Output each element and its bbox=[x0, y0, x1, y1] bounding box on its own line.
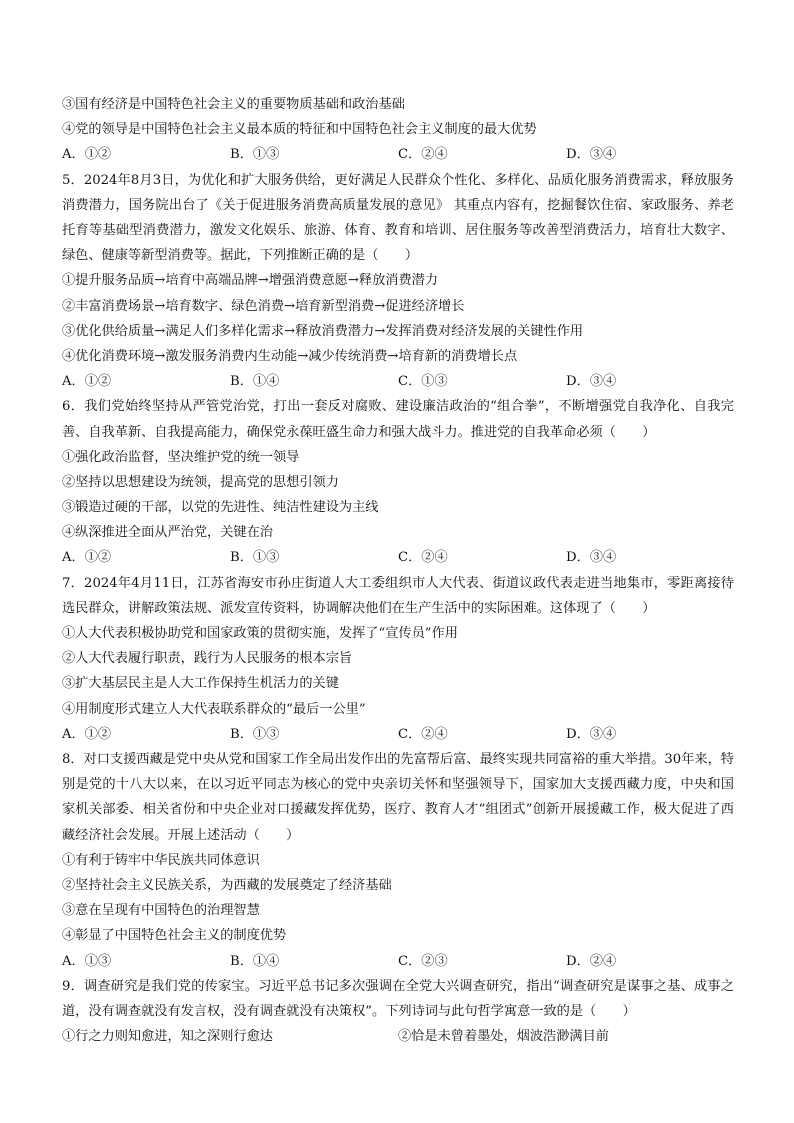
question-5 bbox=[62, 168, 734, 395]
q5-item-2: ②丰富消费场景→培育数字、绿色消费→培育新型消费→促进经济增长 bbox=[62, 298, 465, 314]
q6-item-4: ④纵深推进全面从严治党，关键在治 bbox=[62, 525, 273, 541]
q6-stem: 6．我们党始终坚持从严管党治党，打出一套反对腐败、建设廉洁政治的“组合拳”，不断增强党自我净化、自我完善、自我革新、自我提高能力，确保党永葆旺盛生命力和强大战斗力。推进党的自我革命必须（ ） bbox=[62, 399, 734, 440]
q5-option-d: D．③④ bbox=[566, 374, 617, 390]
q4-options bbox=[62, 142, 734, 167]
q4-option-c: C．②④ bbox=[398, 147, 448, 163]
q9-stem: 9．调查研究是我们党的传家宝。习近平总书记多次强调在全党大兴调查研究，指出“调查研究是谋事之基、成事之道，没有调查就没有发言权，没有调查就没有决策权”。下列诗词与此句哲学寓意一致的是（ ） bbox=[62, 978, 734, 1019]
q6-option-a: A．①② bbox=[62, 550, 112, 566]
question-6 bbox=[62, 394, 734, 570]
q7-item-1: ①人大代表积极协助党和国家政策的贯彻实施，发挥了“宣传员”作用 bbox=[62, 626, 458, 642]
q5-item-3: ③优化供给质量→满足人们多样化需求→释放消费潜力→发挥消费对经济发展的关键性作用 bbox=[62, 323, 584, 339]
q5-item-4: ④优化消费环境→激发服务消费内生动能→减少传统消费→培育新的消费增长点 bbox=[62, 348, 518, 364]
question-8 bbox=[62, 747, 734, 974]
q7-options bbox=[62, 722, 734, 747]
q5-option-b: B．①④ bbox=[230, 374, 280, 390]
q4-option-b: B．①③ bbox=[230, 147, 280, 163]
q8-option-a: A．①③ bbox=[62, 953, 112, 969]
q4-item-3: ③国有经济是中国特色社会主义的重要物质基础和政治基础 bbox=[62, 97, 405, 112]
q8-item-3: ③意在呈现有中国特色的治理智慧 bbox=[62, 903, 260, 919]
q8-option-c: C．②③ bbox=[398, 953, 448, 969]
q8-option-b: B．①④ bbox=[230, 953, 280, 969]
q7-option-c: C．②④ bbox=[398, 726, 448, 742]
q6-option-b: B．①③ bbox=[230, 550, 280, 566]
q5-stem: 5．2024年8月3日，为优化和扩大服务供给，更好满足人民群众个性化、多样化、品质化服务消费需求，释放服务消费潜力，国务院出台了《关于促进服务消费高质量发展的意见》 其重点内容有，挖掘餐饮住宿、家政服务、养老托育等基础型消费潜力，激发文化娱乐、旅游、体育、教育和培训、居住服务等改善型消费活力，培育壮大数字、绿色、健康等新型消费等。据此，下列推断正确的是（ ） bbox=[62, 172, 734, 264]
q4-option-d: D．③④ bbox=[566, 147, 617, 163]
q7-option-b: B．①③ bbox=[230, 726, 280, 742]
q7-item-4: ④用制度形式建立人大代表联系群众的“最后一公里” bbox=[62, 701, 366, 717]
q5-options bbox=[62, 369, 734, 394]
q8-item-1: ①有利于铸牢中华民族共同体意识 bbox=[62, 852, 260, 868]
q5-option-a: A．①② bbox=[62, 374, 112, 390]
q4-item-4: ④党的领导是中国特色社会主义最本质的特征和中国特色社会主义制度的最大优势 bbox=[62, 122, 537, 138]
q7-stem: 7．2024年4月11日，江苏省海安市孙庄街道人大工委组织市人大代表、街道议政代表走进当地集市，零距离接待选民群众，讲解政策法规、派发宣传资料，协调解决他们在生产生活中的实际困难。这体现了（ ） bbox=[62, 575, 734, 616]
exam-page bbox=[62, 92, 734, 1049]
q7-option-d: D．③④ bbox=[566, 726, 617, 742]
q7-option-a: A．①② bbox=[62, 726, 112, 742]
q4-option-a: A．①② bbox=[62, 147, 112, 163]
question-4-tail bbox=[62, 92, 734, 168]
q6-item-3: ③锻造过硬的干部，以党的先进性、纯洁性建设为主线 bbox=[62, 500, 379, 516]
q5-option-c: C．①③ bbox=[398, 374, 448, 390]
q8-item-4: ④彰显了中国特色社会主义的制度优势 bbox=[62, 928, 287, 944]
question-9 bbox=[62, 974, 734, 1050]
q6-item-1: ①强化政治监督，坚决维护党的统一领导 bbox=[62, 449, 300, 465]
q8-stem: 8．对口支援西藏是党中央从党和国家工作全局出发作出的先富帮后富、最终实现共同富裕的重大举措。30年来，特别是党的十八大以来，在以习近平同志为核心的党中央亲切关怀和坚强领导下，国家加大支援西藏力度，中央和国家机关部委、相关省份和中央企业对口援藏发挥优势，医疗、教育人才“组团式”创新开展援藏工作，极大促进了西藏经济社会发展。开展上述活动（ ） bbox=[62, 752, 734, 843]
q9-items-row bbox=[62, 1024, 734, 1049]
q7-item-3: ③扩大基层民主是人大工作保持生机活力的关键 bbox=[62, 676, 339, 692]
q5-item-1: ①提升服务品质→培育中高端品牌→增强消费意愿→释放消费潜力 bbox=[62, 273, 439, 289]
question-7 bbox=[62, 571, 734, 747]
q8-option-d: D．②④ bbox=[566, 953, 617, 969]
q8-item-2: ②坚持社会主义民族关系，为西藏的发展奠定了经济基础 bbox=[62, 878, 392, 893]
q6-option-c: C．②④ bbox=[398, 550, 448, 566]
q7-item-2: ②人大代表履行职责，践行为人民服务的根本宗旨 bbox=[62, 651, 353, 667]
q6-item-2: ②坚持以思想建设为统领，提高党的思想引领力 bbox=[62, 474, 339, 490]
q9-item-1: ①行之力则知愈进，知之深则行愈达 bbox=[62, 1029, 273, 1045]
q6-option-d: D．③④ bbox=[566, 550, 617, 566]
q9-item-2: ②恰是未曾着墨处，烟波浩渺满目前 bbox=[398, 1029, 609, 1045]
q8-options bbox=[62, 949, 734, 974]
q6-options bbox=[62, 545, 734, 570]
